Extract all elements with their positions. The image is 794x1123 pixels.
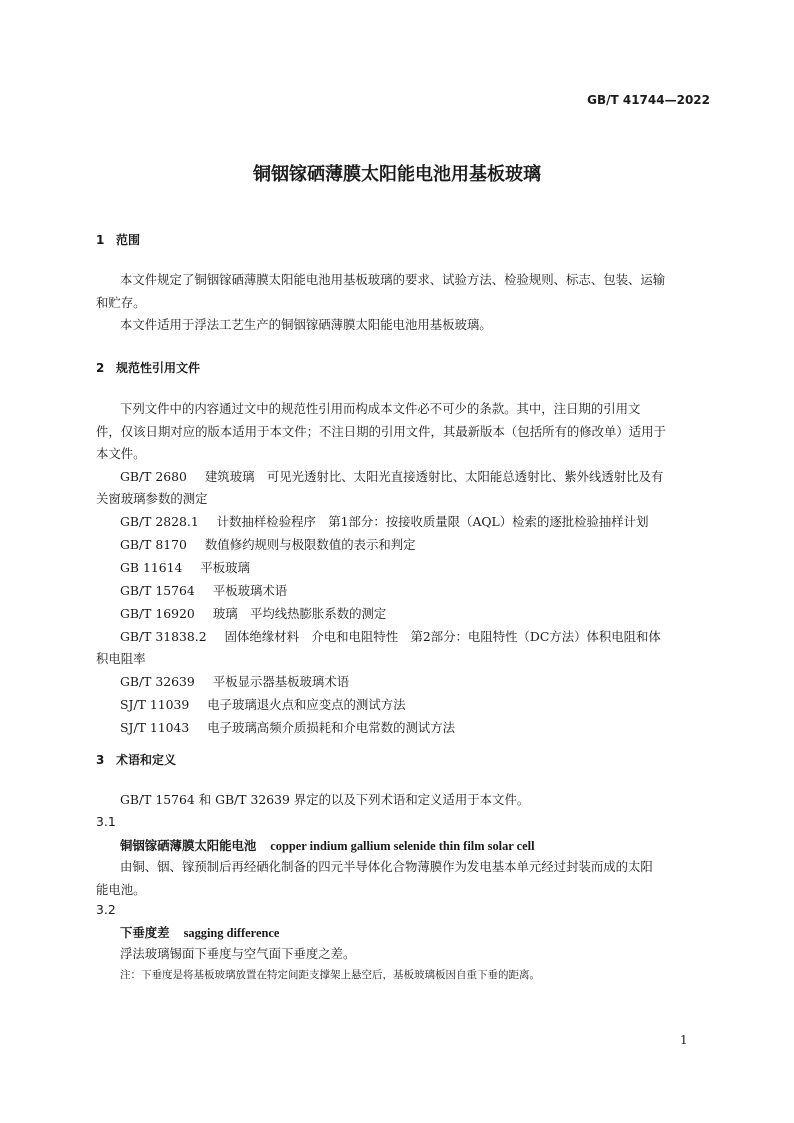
reference-continuation: 积电阻率	[96, 651, 146, 666]
document-title: 铜铟镓硒薄膜太阳能电池用基板玻璃	[253, 164, 541, 185]
paragraph-continuation: 件，仅该日期对应的版本适用于本文件；不注日期的引用文件，其最新版本（包括所有的修改单）适用于	[96, 424, 666, 439]
reference-title: 计数抽样检验程序 第1部分：按接收质量限（AQL）检索的逐批检验抽样计划	[216, 514, 649, 529]
section-title: 术语和定义	[116, 753, 177, 767]
reference-item	[120, 693, 710, 717]
reference-code: GB/T 16920	[120, 606, 195, 621]
section-number: 3	[96, 753, 105, 767]
reference-code: GB/T 15764	[120, 583, 195, 598]
reference-title: 电子玻璃退火点和应变点的测试方法	[207, 697, 406, 712]
reference-code: GB/T 8170	[120, 537, 187, 552]
paragraph: 本文件适用于浮法工艺生产的铜铟镓硒薄膜太阳能电池用基板玻璃。	[120, 317, 492, 332]
term-zh: 铜铟镓硒薄膜太阳能电池	[120, 838, 257, 853]
reference-title: 平板显示器基板玻璃术语	[212, 674, 350, 689]
standard-number: GB/T 41744—2022	[587, 93, 710, 107]
term-definition: 浮法玻璃锡面下垂度与空气面下垂度之差。	[120, 946, 356, 961]
term-number: 3.2	[96, 902, 116, 917]
paragraph: 下列文件中的内容通过文中的规范性引用而构成本文件必不可少的条款。其中，注日期的引用文	[120, 401, 641, 416]
reference-code: SJ/T 11043	[120, 720, 190, 735]
reference-item	[120, 465, 710, 489]
reference-title: 建筑玻璃 可见光透射比、太阳光直接透射比、太阳能总透射比、紫外线透射比及有	[204, 469, 664, 484]
section-number: 1	[96, 233, 105, 247]
section-2-heading	[96, 359, 200, 376]
reference-code: GB/T 32639	[120, 674, 195, 689]
reference-continuation: 关窗玻璃参数的测定	[96, 491, 208, 506]
reference-item	[120, 510, 710, 534]
paragraph-continuation: 本文件。	[96, 446, 146, 461]
reference-title: 平板玻璃术语	[212, 583, 288, 598]
reference-title: 平板玻璃	[200, 560, 250, 575]
reference-code: GB 11614	[120, 560, 183, 575]
reference-title: 电子玻璃高频介质损耗和介电常数的测试方法	[207, 720, 456, 735]
reference-item	[120, 602, 710, 626]
reference-item	[120, 716, 710, 740]
reference-item	[120, 625, 710, 649]
reference-item	[120, 579, 710, 603]
reference-title: 固体绝缘材料 介电和电阻特性 第2部分：电阻特性（DC方法）体积电阻和体	[224, 629, 661, 644]
term-zh: 下垂度差	[120, 925, 170, 940]
reference-code: SJ/T 11039	[120, 697, 190, 712]
reference-title: 玻璃 平均线热膨胀系数的测定	[212, 606, 387, 621]
term-entry	[120, 836, 710, 854]
term-entry	[120, 923, 710, 941]
reference-code: GB/T 31838.2	[120, 629, 207, 644]
reference-item	[120, 670, 710, 694]
term-definition: 由铜、铟、镓预制后再经硒化制备的四元半导体化合物薄膜作为发电基本单元经过封装而成的太阳	[120, 859, 653, 874]
section-1-heading	[96, 231, 140, 248]
reference-title: 数值修约规则与极限数值的表示和判定	[204, 537, 416, 552]
reference-item	[120, 556, 710, 580]
section-number: 2	[96, 361, 105, 375]
paragraph-continuation: 和贮存。	[96, 295, 146, 310]
term-en: copper indium gallium selenide thin film solar cell	[270, 839, 535, 853]
section-3-heading	[96, 751, 176, 768]
section-title: 规范性引用文件	[116, 361, 201, 375]
paragraph: 本文件规定了铜铟镓硒薄膜太阳能电池用基板玻璃的要求、试验方法、检验规则、标志、包装、运输	[120, 272, 666, 287]
reference-item	[120, 533, 710, 557]
paragraph: GB/T 15764 和 GB/T 32639 界定的以及下列术语和定义适用于本文件。	[120, 792, 530, 807]
term-en: sagging difference	[183, 926, 280, 940]
page-number: 1	[680, 1033, 688, 1047]
section-title: 范围	[116, 233, 141, 247]
reference-code: GB/T 2828.1	[120, 514, 199, 529]
term-note: 注：下垂度是将基板玻璃放置在特定间距支撑架上悬空后，基板玻璃板因自重下垂的距离。	[120, 969, 540, 981]
term-definition-continuation: 能电池。	[96, 882, 146, 897]
term-number: 3.1	[96, 814, 116, 829]
reference-code: GB/T 2680	[120, 469, 187, 484]
